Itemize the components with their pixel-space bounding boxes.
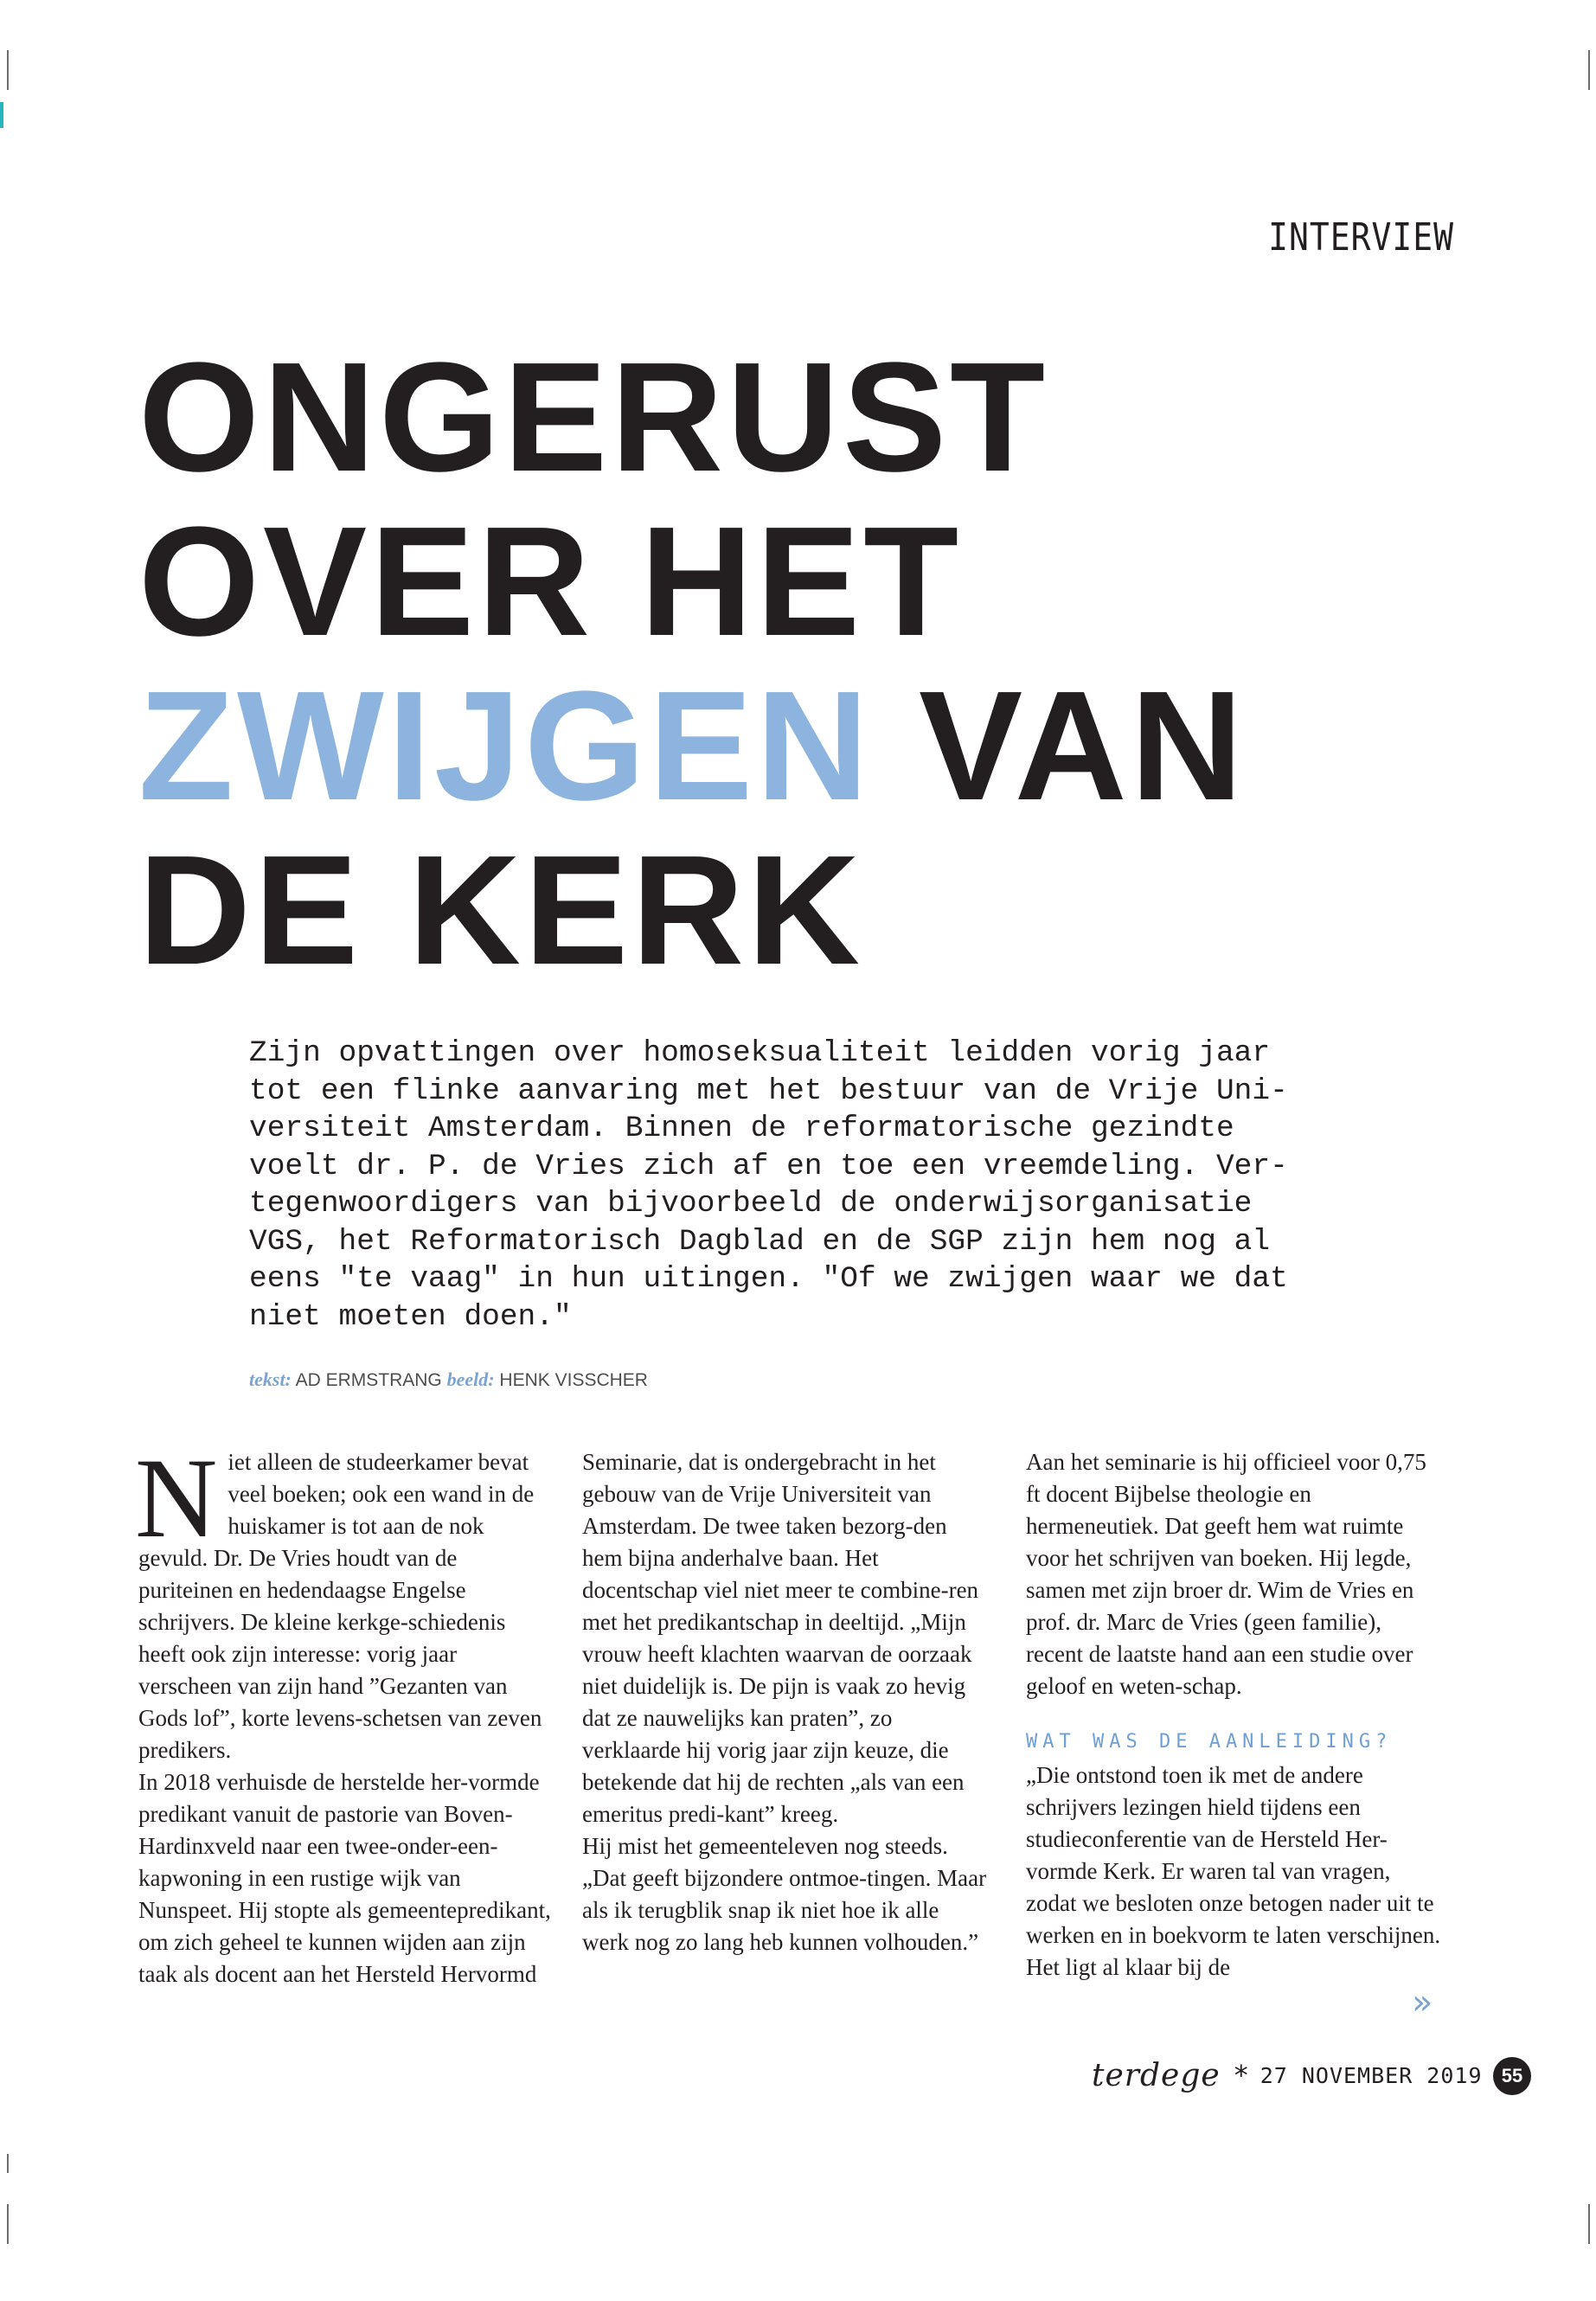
crop-mark <box>1588 50 1590 90</box>
headline-line-2: OVER HET <box>138 495 963 669</box>
color-bar <box>0 102 3 128</box>
intro-paragraph: Zijn opvattingen over homoseksualiteit leidden vorig jaar tot een flinke aanvaring met het bestuur van de Vrije Uni- versiteit Amsterdam. Binnen de reformatorische gezindte voelt dr. P. de Vries zich af en toe een vreemdeling. Ver- tegenwoordigers van bijvoorbeeld de onderwijsorganisatie VGS, het Reformatorisch Dagblad en de SGP zijn hem nog al eens "te vaag" in hun uitingen. "Of we zwijgen waar we dat niet moeten doen." <box>249 1036 1288 1334</box>
crop-mark <box>1588 2204 1590 2244</box>
photo-credit-label: beeld: <box>446 1368 495 1390</box>
headline-line-3-rest: VAN <box>872 659 1247 833</box>
photo-author: HENK VISSCHER <box>499 1370 648 1390</box>
body-paragraph: Aan het seminarie is hij officieel voor 0,75 ft docent Bijbelse theologie en hermeneutiek. Dat geeft hem wat ruimte voor het schrijven van boeken. Hij legde, samen met zijn broer dr. Wim de Vries en prof. dr. Marc de Vries (geen familie), recent de laatste hand aan een studie over geloof en weten-schap. <box>1026 1449 1426 1699</box>
body-column-2 <box>582 1446 989 1958</box>
body-paragraph: Hij mist het gemeenteleven nog steeds. „Dat geeft bijzondere ontmoe-tingen. Maar als ik terugblik snap ik niet hoe ik alle werk nog zo lang heb kunnen volhouden.” <box>582 1833 987 1955</box>
paragraph-text: iet alleen de studeerkamer bevat veel boeken; ook een wand in de huiskamer is tot aan de nok gevuld. Dr. De Vries houdt van de puriteinen en hedendaagse Engelse schrijvers. De kleine kerkge-schiedenis heeft ook zijn interesse: vorig jaar verscheen van zijn hand ”Gezanten van Gods lof”, korte levens-schetsen van zeven predikers. <box>138 1449 542 1763</box>
body-paragraph: Seminarie, dat is ondergebracht in het gebouw van de Vrije Universiteit van Amsterdam. De twee taken bezorg-den hem bijna anderhalve baan. Het docentschap viel niet meer te combine-ren met het predikantschap in deeltijd. „Mijn vrouw heeft klachten waarvan de oorzaak niet duidelijk is. De pijn is vaak zo hevig dat ze nauwelijks kan praten”, zo verklaarde hij vorig jaar zijn keuze, die betekende dat hij de rechten „als van een emeritus predi-kant” kreeg. <box>582 1449 979 1827</box>
body-column-1 <box>135 1434 554 1990</box>
headline-highlight: ZWIJGEN <box>138 659 873 833</box>
credits <box>249 1368 648 1391</box>
crop-mark <box>7 2154 9 2173</box>
page-number: 55 <box>1493 2057 1531 2095</box>
headline-line-3 <box>138 659 1488 833</box>
text-credit-label: tekst: <box>249 1368 292 1390</box>
body-paragraph: „Die ontstond toen ik met de andere schrijvers lezingen hield tijdens een studieconferentie van de Hersteld Her-vormde Kerk. Er waren tal van vragen, zodat we besloten onze betogen nader uit te werken en in boekvorm te laten verschijnen. Het ligt al klaar bij de <box>1026 1762 1441 1980</box>
section-label: INTERVIEW <box>1268 215 1454 260</box>
body-column-3 <box>1026 1446 1441 1984</box>
subheading: WAT WAS DE AANLEIDING? <box>1026 1731 1393 1753</box>
issue-date: 27 NOVEMBER 2019 <box>1259 2062 1483 2088</box>
crop-mark <box>7 50 9 90</box>
headline-line-1: ONGERUST <box>138 330 1049 504</box>
dropcap: N <box>135 1434 218 1561</box>
text-author: AD ERMSTRANG <box>295 1370 442 1390</box>
headline-line-4: DE KERK <box>138 824 864 997</box>
brand-logo: terdege <box>1092 2057 1221 2093</box>
body-paragraph <box>135 1434 554 1766</box>
crop-mark <box>7 2204 9 2244</box>
body-paragraph: In 2018 verhuisde de herstelde her-vormde predikant vanuit de pastorie van Boven-Hardinxveld naar een twee-onder-een-kapwoning in een rustige wijk van Nunspeet. Hij stopte als gemeentepredikant, om zich geheel te kunnen wijden aan zijn taak als docent aan het Hersteld Hervormd <box>138 1769 551 1987</box>
footer <box>1092 2054 1483 2097</box>
double-chevron-right-icon: » <box>1412 1983 1433 2022</box>
headline <box>138 330 1488 997</box>
separator-icon: * <box>1234 2059 1248 2092</box>
